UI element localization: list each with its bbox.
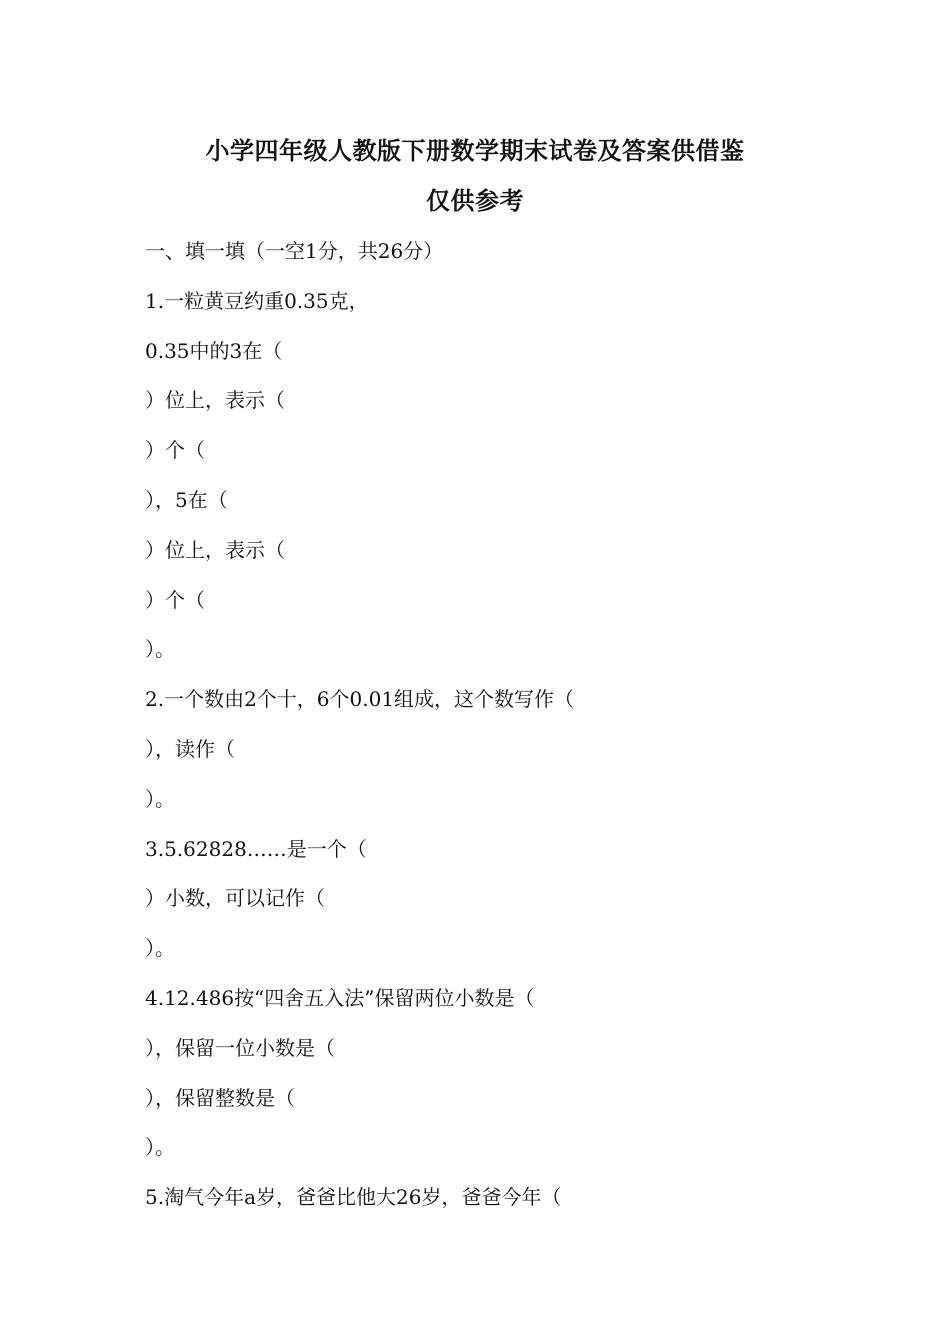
question-line: 1.一粒黄豆约重0.35克，	[145, 288, 369, 313]
question-line: ），保留整数是（	[145, 1085, 295, 1110]
question-text-block	[145, 236, 865, 1232]
question-line: ），保留一位小数是（	[145, 1035, 335, 1060]
question-line: ）个（	[145, 587, 205, 612]
question-line: 2.一个数由2个十，6个0.01组成，这个数写作（	[145, 687, 575, 712]
question-line: ）位上，表示（	[145, 388, 285, 413]
question-line: ），读作（	[145, 736, 235, 761]
question-line: ）个（	[145, 438, 205, 463]
question-line: ）位上，表示（	[145, 537, 285, 562]
question-line: 0.35中的3在（	[145, 338, 283, 363]
question-line: 3.5.62828……是一个（	[145, 836, 367, 861]
question-line: ）小数，可以记作（	[145, 886, 325, 911]
question-line: ）。	[145, 936, 175, 961]
document-subtitle: 仅供参考	[426, 186, 524, 215]
question-line: ）。	[145, 786, 175, 811]
question-line: ）。	[145, 637, 175, 662]
document-title: 小学四年级人教版下册数学期末试卷及答案供借鉴	[205, 136, 745, 165]
question-line: ），5在（	[145, 487, 228, 512]
question-line: 4.12.486按“四舍五入法”保留两位小数是（	[145, 985, 535, 1010]
question-line: ）。	[145, 1135, 175, 1160]
section-heading: 一、填一填（一空1分，共26分）	[145, 239, 444, 263]
question-line: 5.淘气今年a岁，爸爸比他大26岁，爸爸今年（	[145, 1185, 562, 1210]
